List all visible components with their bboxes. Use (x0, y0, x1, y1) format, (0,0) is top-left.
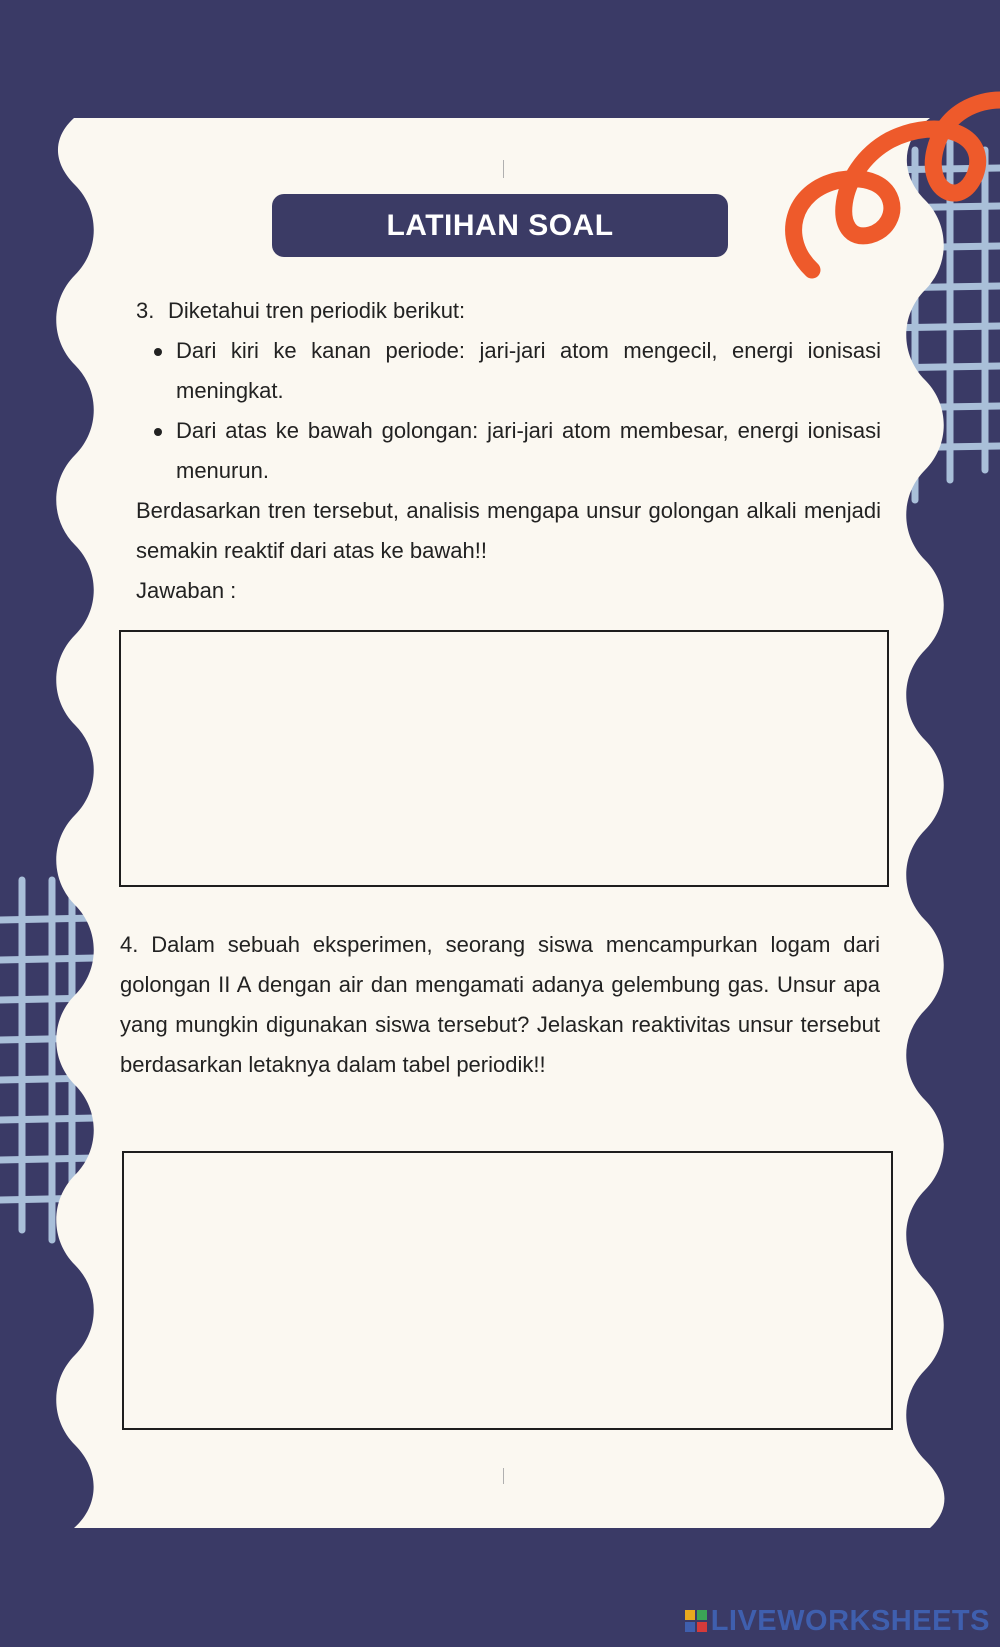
answer-box-question-3[interactable] (119, 630, 889, 887)
liveworksheets-logo[interactable] (685, 1604, 990, 1638)
top-tick-mark (503, 160, 504, 178)
bullet-item: Dari kiri ke kanan periode: jari-jari atom mengecil, energi ionisasi meningkat. (176, 331, 881, 411)
question-3-bullets (136, 331, 881, 491)
answer-box-question-4[interactable] (122, 1151, 893, 1430)
page-title: LATIHAN SOAL (272, 194, 728, 257)
answer-label: Jawaban : (136, 578, 237, 603)
bullet-item: Dari atas ke bawah golongan: jari-jari atom membesar, energi ionisasi menurun. (176, 411, 881, 491)
bottom-tick-mark (503, 1468, 504, 1484)
question-4: 4. Dalam sebuah eksperimen, seorang siswa mencampurkan logam dari golongan II A dengan air dan mengamati adanya gelembung gas. Unsur apa yang mungkin digunakan siswa tersebut? Jelaskan reaktivitas unsur tersebut berdasarkan letaknya dalam tabel periodik!! (120, 932, 880, 1077)
question-3-prompt: Berdasarkan tren tersebut, analisis mengapa unsur golongan alkali menjadi semakin reaktif dari atas ke bawah!! (136, 498, 881, 563)
question-3 (136, 291, 881, 611)
question-3-intro: 3. Diketahui tren periodik berikut: (136, 298, 466, 323)
liveworksheets-logo-icon (685, 1610, 707, 1632)
logo-text: LIVEWORKSHEETS (710, 1604, 990, 1637)
